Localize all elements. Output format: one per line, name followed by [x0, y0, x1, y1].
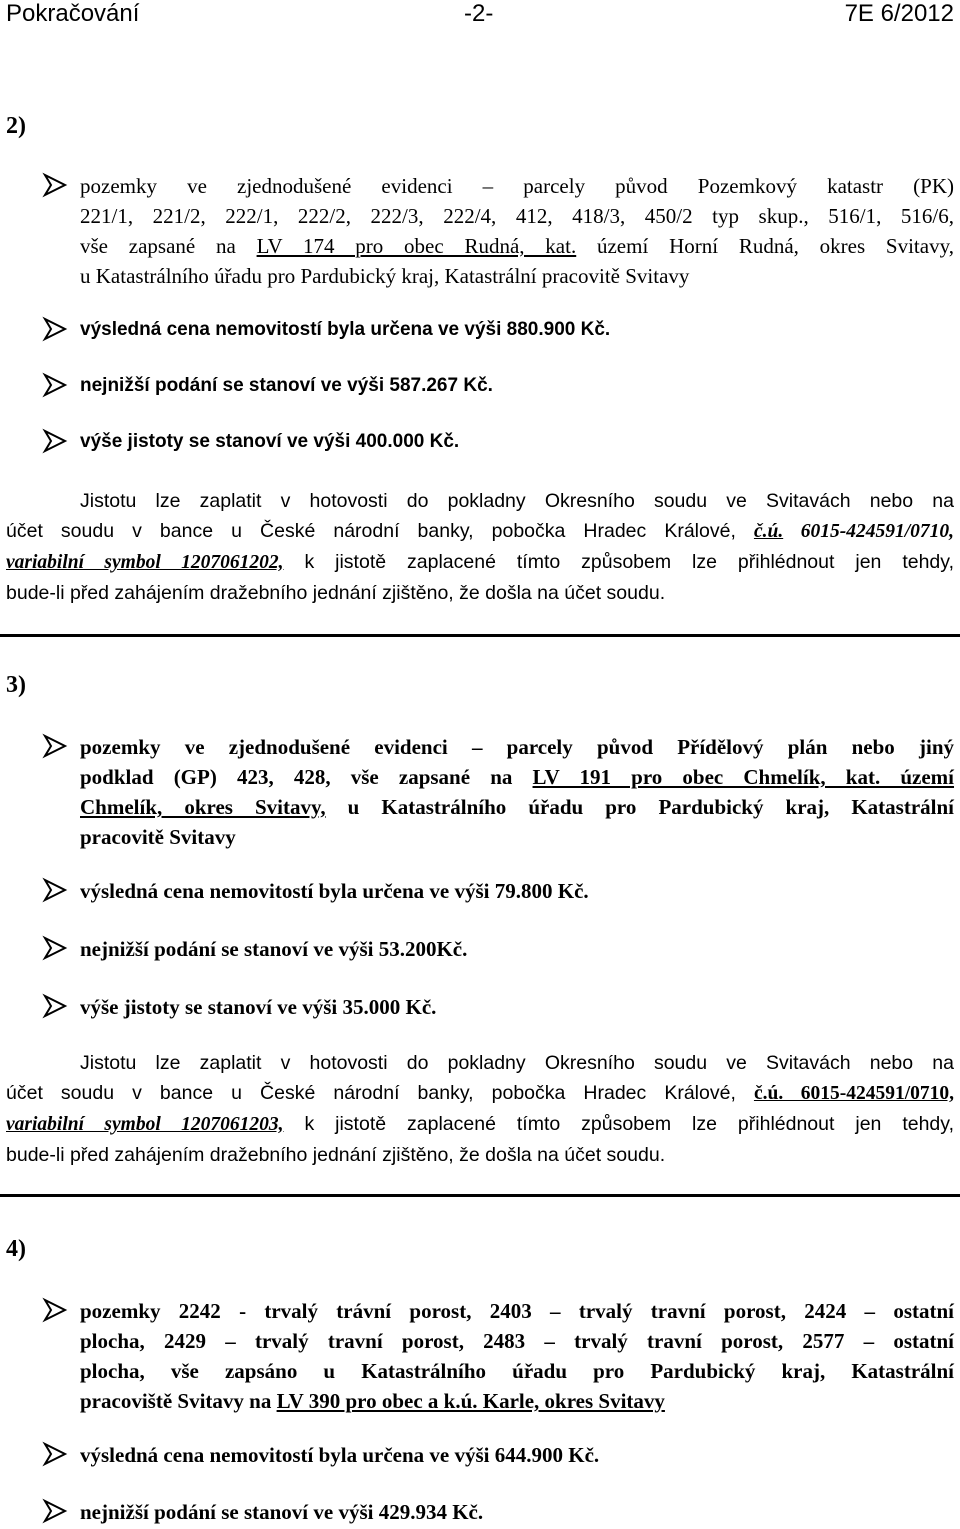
section-2-line-2: 221/1, 221/2, 222/1, 222/2, 222/3, 222/4, 412, 418/3, 450/2 typ skup., 516/1, 516/6, [80, 204, 954, 228]
arrow-bullet-icon [42, 993, 68, 1019]
section-3-deposit-paragraph: Jistotu lze zaplatit v hotovosti do pokladny Okresního soudu ve Svitavách nebo na účet soudu v bance u České národní banky, pobočka Hradec Králové, č.ú. 6015-424591/0710, variabilní symbol 1207061203, k jistotě zaplacené tímto způsobem lze přihlédnout jen tehdy, bude-li před zahájením dražebního jednání zjištěno, že došla na účet soudu. [6, 1052, 954, 1166]
section-3-line-3: Chmelík, okres Svitavy, u Katastrálního úřadu pro Pardubický kraj, Katastrální [80, 795, 954, 819]
section-4-min-bid: nejnižší podání se stanoví ve výši 429.934 Kč. [80, 1500, 484, 1524]
section-2-deposit-paragraph: Jistotu lze zaplatit v hotovosti do pokladny Okresního soudu ve Svitavách nebo na účet soudu v bance u České národní banky, pobočka Hradec Králové, č.ú. 6015-424591/0710, variabilní symbol 1207061202, k jistotě zaplacené tímto způsobem lze přihlédnout jen tehdy, bude-li před zahájením dražebního jednání zjištěno, že došla na účet soudu. [6, 490, 954, 604]
arrow-bullet-icon [42, 733, 68, 759]
header-case-number: 7E 6/2012 [844, 0, 954, 27]
section-4-line-4: pracoviště Svitavy na LV 390 pro obec a k.ú. Karle, okres Svitavy [80, 1389, 665, 1413]
arrow-bullet-icon [42, 877, 68, 903]
section-3-lv-link: LV 191 pro obec Chmelík, kat. území [532, 765, 955, 789]
header-page-number: -2- [464, 0, 494, 27]
section-3-line-4: pracovitě Svitavy [80, 825, 236, 849]
section-divider [0, 1194, 960, 1197]
section-2-line-1: pozemky ve zjednodušené evidenci – parcely původ Pozemkový katastr (PK) [80, 174, 954, 198]
arrow-bullet-icon [42, 316, 68, 342]
section-3-line-2: podklad (GP) 423, 428, vše zapsané na LV 191 pro obec Chmelík, kat. území [80, 765, 955, 789]
section-2-price: výsledná cena nemovitostí byla určena ve výši 880.900 Kč. [80, 319, 611, 340]
section-4-number: 4) [6, 1236, 26, 1262]
section-3-line-1: pozemky ve zjednodušené evidenci – parcely původ Přídělový plán nebo jiný [80, 735, 954, 759]
section-2-line-4: u Katastrálního úřadu pro Pardubický kraj, Katastrální pracovitě Svitavy [80, 264, 690, 288]
arrow-bullet-icon [42, 172, 68, 198]
arrow-bullet-icon [42, 935, 68, 961]
section-2-deposit: výše jistoty se stanoví ve výši 400.000 Kč. [80, 431, 460, 452]
arrow-bullet-icon [42, 372, 68, 398]
section-4-line-1: pozemky 2242 - trvalý trávní porost, 2403 – trvalý travní porost, 2424 – ostatní [80, 1299, 954, 1323]
section-2-number: 2) [6, 113, 26, 139]
section-2-line-3: vše zapsané na LV 174 pro obec Rudná, kat. území Horní Rudná, okres Svitavy, [80, 234, 954, 258]
section-4-line-2: plocha, 2429 – trvalý travní porost, 2483 – trvalý travní porost, 2577 – ostatní [80, 1329, 954, 1353]
arrow-bullet-icon [42, 1441, 68, 1467]
section-divider [0, 634, 960, 637]
section-4-line-3: plocha, vše zapsáno u Katastrálního úřadu pro Pardubický kraj, Katastrální [80, 1359, 954, 1383]
arrow-bullet-icon [42, 428, 68, 454]
section-2-lv-link: LV 174 pro obec Rudná, kat. [256, 234, 577, 258]
section-3-price: výsledná cena nemovitostí byla určena ve výši 79.800 Kč. [80, 879, 589, 903]
section-3-number: 3) [6, 672, 26, 698]
section-4-price: výsledná cena nemovitostí byla určena ve výši 644.900 Kč. [80, 1443, 600, 1467]
section-2-min-bid: nejnižší podání se stanoví ve výši 587.267 Kč. [80, 375, 493, 396]
page-header [0, 0, 960, 30]
section-4-lv-link: LV 390 pro obec a k.ú. Karle, okres Svitavy [276, 1389, 665, 1413]
arrow-bullet-icon [42, 1297, 68, 1323]
arrow-bullet-icon [42, 1498, 68, 1524]
header-continuation: Pokračování [6, 0, 140, 27]
section-3-min-bid: nejnižší podání se stanoví ve výši 53.200Kč. [80, 937, 468, 961]
section-3-deposit: výše jistoty se stanoví ve výši 35.000 Kč. [80, 995, 437, 1019]
